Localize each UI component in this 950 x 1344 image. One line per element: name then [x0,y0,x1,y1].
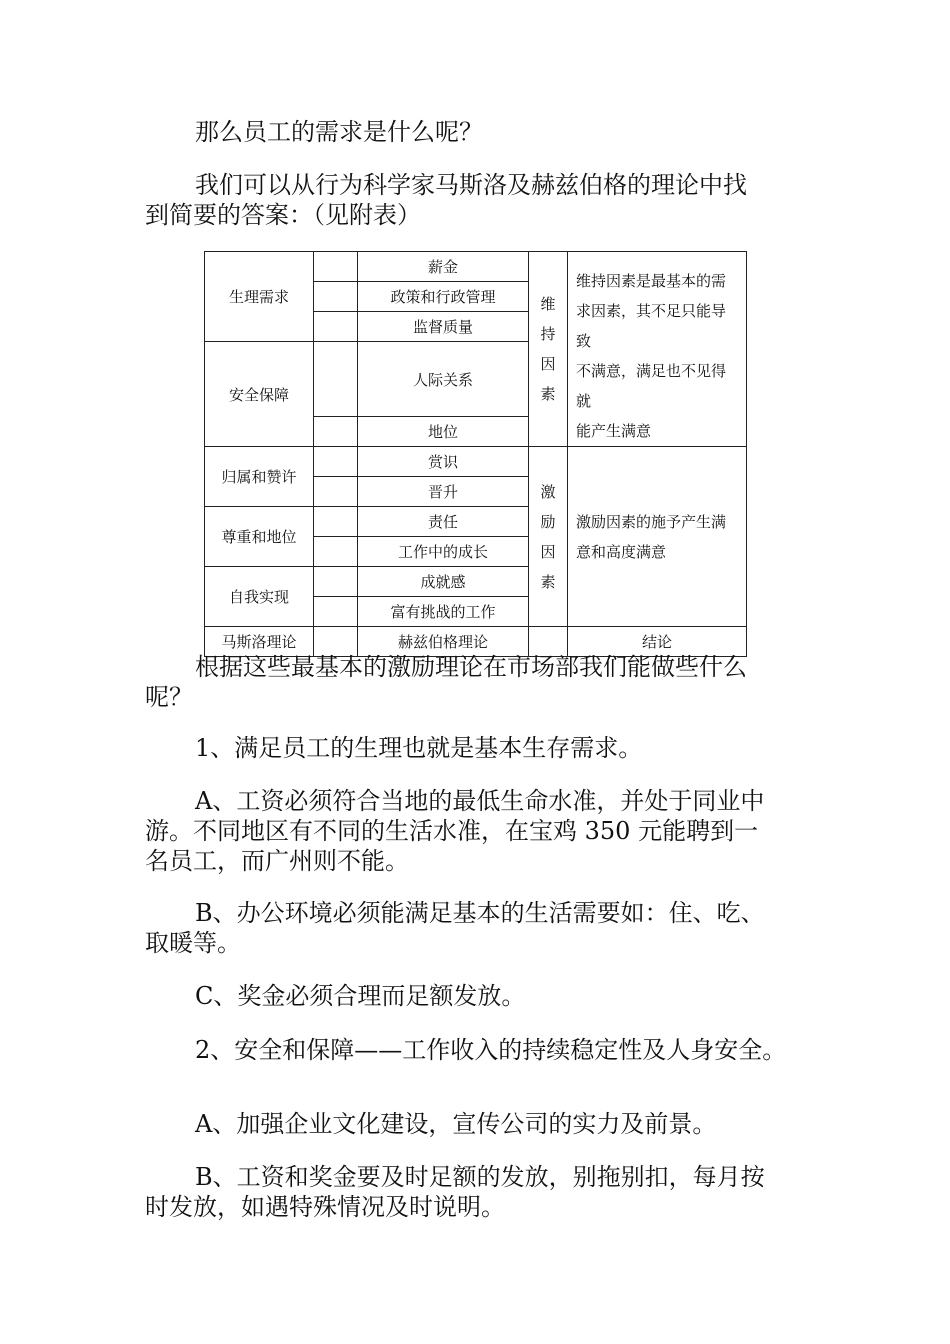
label-char: 维 [540,295,556,313]
text-line: 时发放，如遇特殊情况及时说明。 [145,1193,505,1221]
desc-line: 能产生满意 [576,422,652,440]
empty-cell [314,537,358,567]
herzberg-cell: 晋升 [358,477,529,507]
empty-cell [314,312,358,342]
text-line: B、工资和奖金要及时足额的发放，别拖别扣，每月按 [195,1163,765,1191]
desc-line: 求因素，其不足只能导致 [576,302,727,350]
paragraph-point-2 [145,1035,825,1065]
herzberg-cell: 富有挑战的工作 [358,597,529,627]
maintain-factor-label [529,252,568,447]
herzberg-cell: 成就感 [358,567,529,597]
text-line: 我们可以从行为科学家马斯洛及赫兹伯格的理论中找 [195,171,747,199]
text-line: A、加强企业文化建设，宣传公司的实力及前景。 [195,1110,717,1138]
herzberg-cell: 工作中的成长 [358,537,529,567]
paragraph-question [145,117,825,147]
paragraph-2a [145,1109,825,1139]
herzberg-cell: 人际关系 [358,342,529,417]
text-line: B、办公环境必须能满足基本的生活需要如：住、吃、 [195,899,765,927]
desc-line: 意和高度满意 [576,542,667,561]
footer-herzberg: 赫兹伯格理论 [358,627,529,657]
text-line: 游。不同地区有不同的生活水准，在宝鸡 350 元能聘到一 [145,817,759,845]
maslow-cell: 自我实现 [205,567,314,627]
desc-line: 维持因素是最基本的需 [576,272,727,290]
text-line: C、奖金必须合理而足额发放。 [195,982,526,1010]
desc-line: 激励因素的施予产生满 [576,512,727,531]
label-char: 持 [540,325,556,343]
desc-line: 不满意，满足也不见得就 [576,362,727,410]
text-line: 到简要的答案：（见附表） [145,201,421,229]
text-line: 取暖等。 [145,929,241,957]
theory-table [204,251,747,657]
label-char: 励 [540,512,556,531]
paragraph-what-can-we-do [145,652,825,712]
text-line: A、工资必须符合当地的最低生命水准，并处于同业中 [195,787,765,815]
herzberg-cell: 监督质量 [358,312,529,342]
text-line: 2、安全和保障——工作收入的持续稳定性及人身安全。 [195,1036,787,1064]
herzberg-cell: 赏识 [358,447,529,477]
maintain-factor-description [568,252,747,447]
text-line: 根据这些最基本的激励理论在市场部我们能做些什么 [195,653,747,681]
empty-cell [314,447,358,477]
maslow-cell: 尊重和地位 [205,507,314,567]
paragraph-point-1 [145,733,825,763]
label-char: 因 [540,542,556,561]
paragraph-2b [145,1162,825,1222]
paragraph-1b [145,898,825,958]
text-line: 1、满足员工的生理也就是基本生存需求。 [195,734,643,762]
empty-cell [314,567,358,597]
label-char: 素 [540,385,556,403]
footer-maslow: 马斯洛理论 [205,627,314,657]
text-line: 那么员工的需求是什么呢？ [195,118,483,146]
text-line: 名员工，而广州则不能。 [145,847,409,875]
paragraph-intro [145,170,825,230]
text-line: 呢？ [145,683,193,711]
herzberg-cell: 薪金 [358,252,529,282]
motivate-factor-description [568,447,747,627]
empty-cell [314,252,358,282]
empty-cell [314,477,358,507]
label-char: 因 [540,355,556,373]
motivate-factor-label [529,447,568,627]
empty-cell [314,417,358,447]
maslow-cell: 归属和赞许 [205,447,314,507]
maslow-cell: 安全保障 [205,342,314,447]
empty-cell [314,597,358,627]
herzberg-cell: 责任 [358,507,529,537]
footer-conclusion: 结论 [568,627,747,657]
label-char: 激 [540,482,556,501]
herzberg-cell: 政策和行政管理 [358,282,529,312]
empty-cell [314,342,358,417]
herzberg-cell: 地位 [358,417,529,447]
label-char: 素 [540,572,556,591]
empty-cell [314,282,358,312]
paragraph-1c [145,981,825,1011]
maslow-cell: 生理需求 [205,252,314,342]
empty-cell [314,507,358,537]
paragraph-1a [145,786,825,876]
